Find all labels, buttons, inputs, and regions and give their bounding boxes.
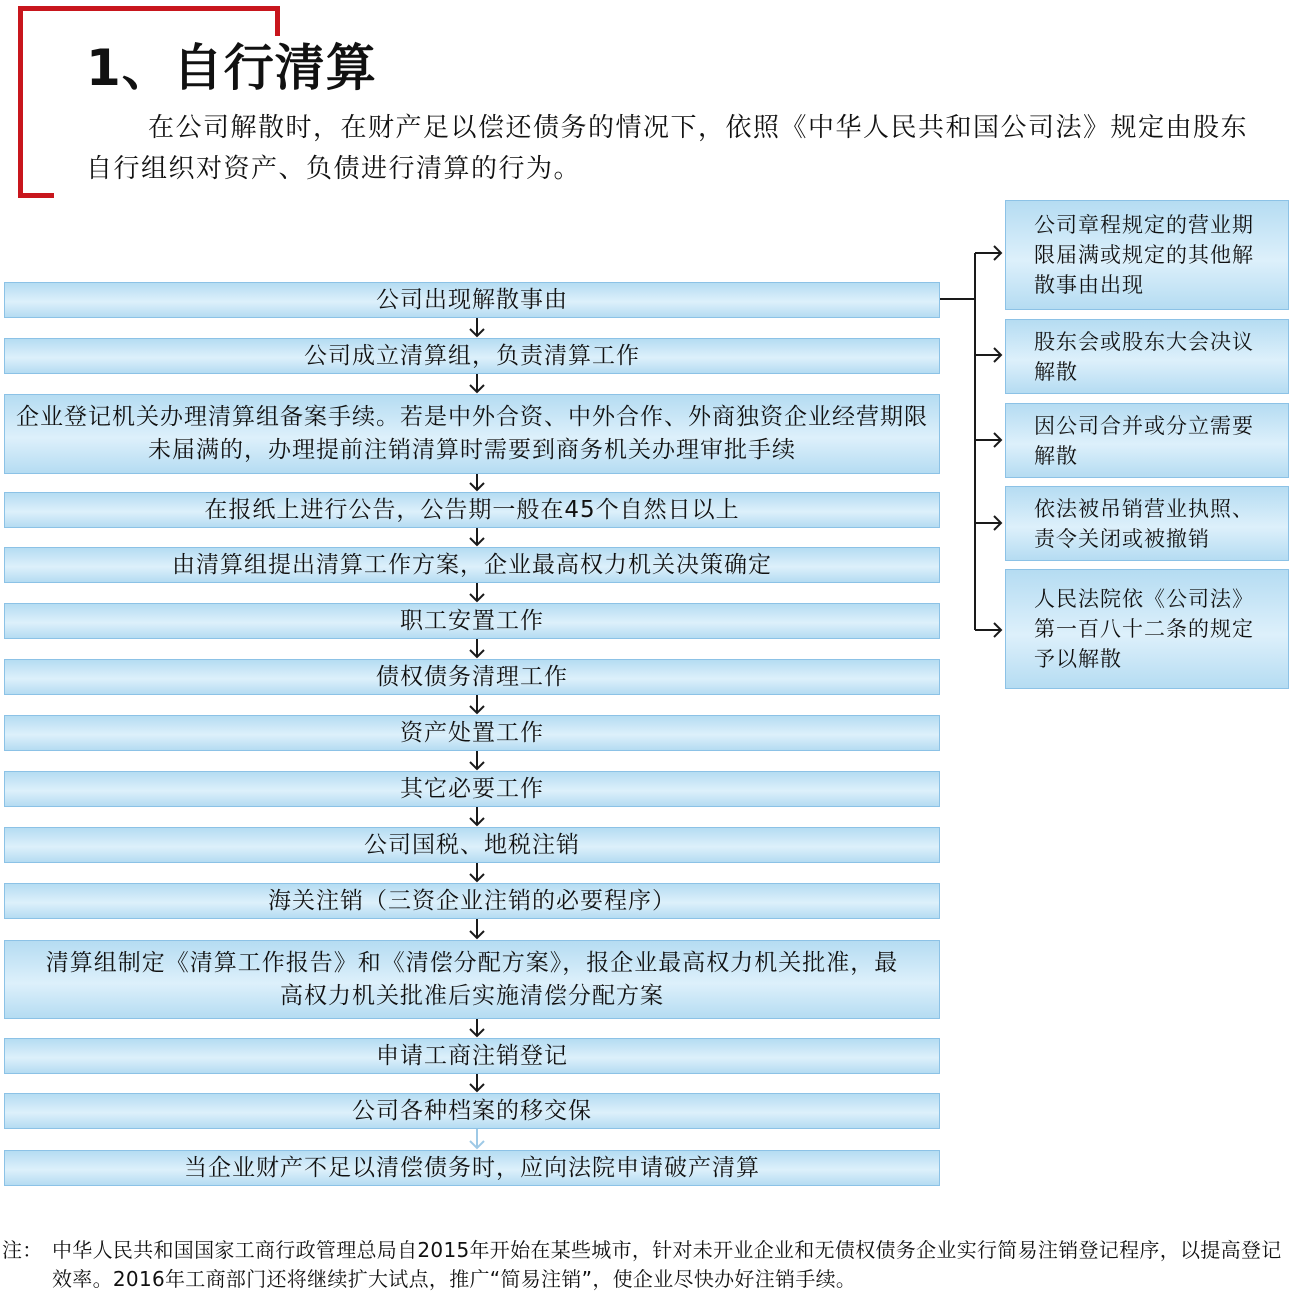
flow-step-10: 公司国税、地税注销	[4, 827, 940, 863]
reason-text-4: 依法被吊销营业执照、责令关闭或被撤销	[1034, 496, 1254, 551]
flow-step-4: 在报纸上进行公告，公告期一般在45个自然日以上	[4, 492, 940, 528]
flow-step-3: 企业登记机关办理清算组备案手续。若是中外合资、中外合作、外商独资企业经营期限未届满的，办理提前注销清算时需要到商务机关办理审批手续	[4, 394, 940, 474]
reason-arrow-3	[975, 433, 1001, 447]
bracket-top-line	[18, 6, 280, 11]
down-arrow-3	[470, 474, 484, 490]
reason-box-3	[1005, 403, 1289, 478]
flow-step-12: 清算组制定《清算工作报告》和《清偿分配方案》，报企业最高权力机关批准，最高权力机关批准后实施清偿分配方案	[4, 940, 940, 1019]
reason-arrow-4	[975, 516, 1001, 530]
down-arrow-2	[470, 374, 484, 392]
down-arrow-11	[470, 919, 484, 938]
down-arrow-12	[470, 1019, 484, 1036]
footnote	[2, 1236, 1300, 1294]
flow-step-14: 公司各种档案的移交保	[4, 1093, 940, 1129]
reason-box-5	[1005, 569, 1289, 689]
flow-step-15: 当企业财产不足以清偿债务时，应向法院申请破产清算	[4, 1150, 940, 1186]
bracket-side-line	[18, 6, 23, 198]
reason-box-4	[1005, 486, 1289, 561]
reason-text-1: 公司章程规定的营业期限届满或规定的其他解散事由出现	[1034, 213, 1254, 297]
reason-text-3: 因公司合并或分立需要解散	[1034, 413, 1254, 468]
reason-box-2	[1005, 319, 1289, 394]
down-arrow-9	[470, 807, 484, 825]
flow-step-9: 其它必要工作	[4, 771, 940, 807]
bracket-right-line	[275, 6, 280, 36]
down-arrow-8	[470, 751, 484, 769]
flow-step-8: 资产处置工作	[4, 715, 940, 751]
flow-step-5: 由清算组提出清算工作方案，企业最高权力机关决策确定	[4, 547, 940, 583]
reason-box-1	[1005, 200, 1289, 310]
flow-step-11: 海关注销（三资企业注销的必要程序）	[4, 883, 940, 919]
flow-step-1: 公司出现解散事由	[4, 282, 940, 318]
down-arrow-5	[470, 583, 484, 601]
flow-step-7: 债权债务清理工作	[4, 659, 940, 695]
reason-arrow-2	[975, 348, 1001, 362]
flow-step-6: 职工安置工作	[4, 603, 940, 639]
page-title: 1、自行清算	[86, 39, 377, 97]
reason-arrow-5	[975, 623, 1001, 637]
down-arrow-14	[470, 1129, 484, 1148]
reason-trunk	[940, 253, 975, 630]
down-arrow-6	[470, 639, 484, 657]
flow-step-2: 公司成立清算组，负责清算工作	[4, 338, 940, 374]
down-arrow-4	[470, 528, 484, 545]
reason-arrow-1	[975, 246, 1001, 260]
bracket-bottom-line	[18, 193, 54, 198]
down-arrow-7	[470, 695, 484, 713]
reason-text-5: 人民法院依《公司法》第一百八十二条的规定予以解散	[1034, 587, 1254, 671]
footnote-label: 注：	[2, 1238, 43, 1262]
down-arrow-1	[470, 318, 484, 336]
intro-paragraph: 在公司解散时，在财产足以偿还债务的情况下，依照《中华人民共和国公司法》规定由股东自行组织对资产、负债进行清算的行为。	[86, 113, 1249, 184]
down-arrow-13	[470, 1074, 484, 1091]
footnote-text: 中华人民共和国国家工商行政管理总局自2015年开始在某些城市，针对未开业企业和无债权债务企业实行简易注销登记程序，以提高登记效率。2016年工商部门还将继续扩大试点，推广“简易注销”，使企业尽快办好注销手续。	[52, 1238, 1282, 1291]
reason-text-2: 股东会或股东大会决议解散	[1034, 329, 1254, 384]
flow-step-13: 申请工商注销登记	[4, 1038, 940, 1074]
down-arrow-10	[470, 863, 484, 881]
